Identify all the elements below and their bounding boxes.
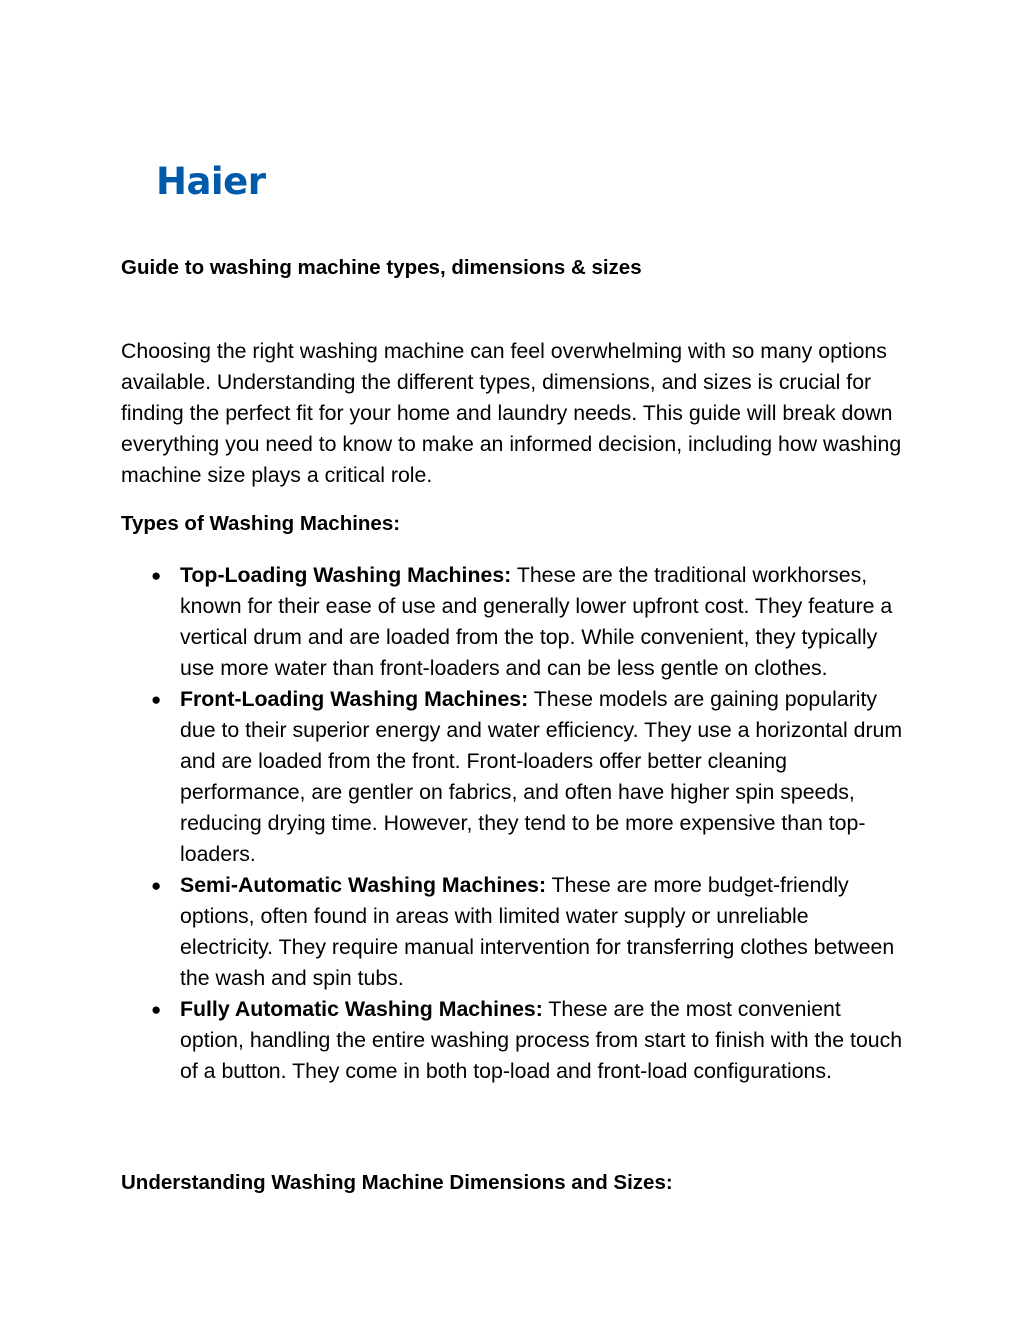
list-item-text: These models are gaining popularity due to their superior energy and water efficiency. They use a horizontal drum and are loaded from the front. Front-loaders offer better cleaning performance, are gentler on fabrics, and often have higher spin speeds, reducing drying time. However, they tend to be more expensive than top-loaders. <box>180 687 903 866</box>
list-item <box>151 684 905 870</box>
bullet-icon: ● <box>151 876 162 895</box>
bullet-icon: ● <box>151 566 162 585</box>
list-item-text: These are the traditional workhorses, known for their ease of use and generally lower upfront cost. They feature a vertical drum and are loaded from the top. While convenient, they typically use more water than front-loaders and can be less gentle on clothes. <box>180 563 893 680</box>
bullet-icon: ● <box>151 1000 162 1019</box>
list-item <box>151 560 905 684</box>
list-item <box>151 994 905 1087</box>
washing-machine-types-list <box>151 560 905 1087</box>
haier-logo: Haier <box>156 160 266 203</box>
list-item-text: These are the most convenient option, handling the entire washing process from start to finish with the touch of a button. They come in both top-load and front-load configurations. <box>180 997 903 1083</box>
dimensions-heading: Understanding Washing Machine Dimensions and Sizes: <box>121 1171 673 1194</box>
list-item-title: Top-Loading Washing Machines: <box>180 563 512 587</box>
list-item-title: Fully Automatic Washing Machines: <box>180 997 543 1021</box>
bullet-icon: ● <box>151 690 162 709</box>
list-item-text: These are more budget-friendly options, often found in areas with limited water supply or unreliable electricity. They require manual intervention for transferring clothes between the wash and spin tubs. <box>180 873 895 990</box>
intro-paragraph: Choosing the right washing machine can feel overwhelming with so many options available. Understanding the different types, dimensions, and sizes is crucial for finding the perfect fit for your home and laundry needs. This guide will break down everything you need to know to make an informed decision, including how washing machine size plays a critical role. <box>121 339 902 487</box>
types-heading: Types of Washing Machines: <box>121 512 401 535</box>
list-item-title: Semi-Automatic Washing Machines: <box>180 873 547 897</box>
document-title: Guide to washing machine types, dimensions & sizes <box>121 256 642 279</box>
list-item-title: Front-Loading Washing Machines: <box>180 687 529 711</box>
list-item <box>151 870 905 994</box>
